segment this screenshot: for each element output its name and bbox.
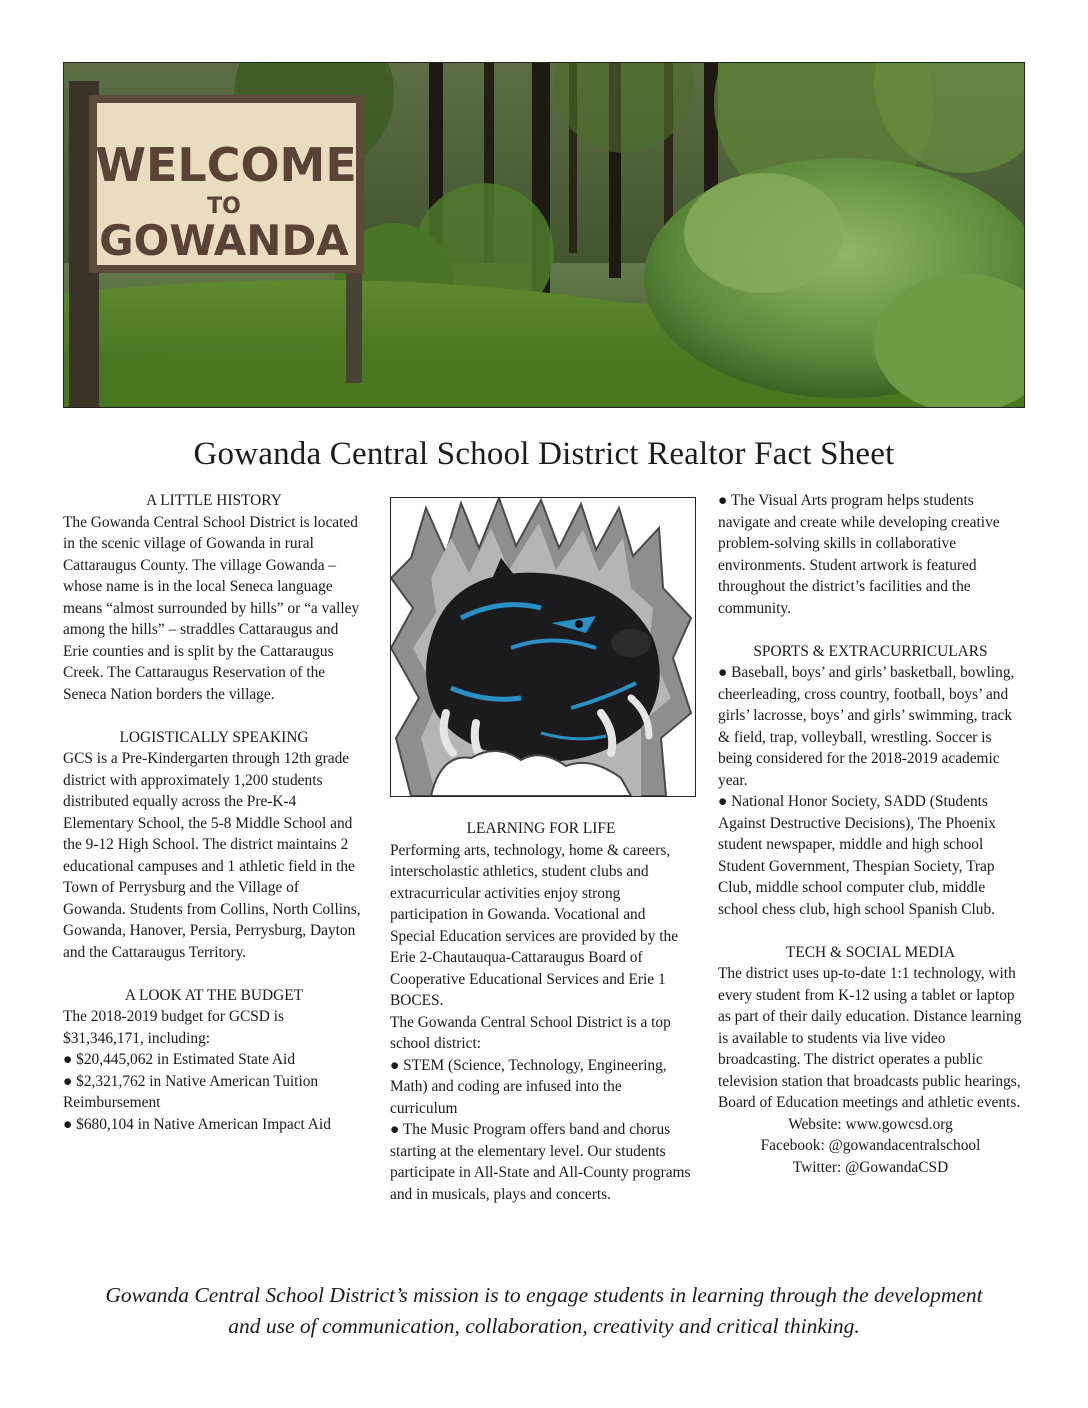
budget-item: ● $680,104 in Native American Impact Aid xyxy=(63,1115,331,1133)
budget-item: ● $2,321,762 in Native American Tuition Reimbursement xyxy=(63,1072,319,1111)
twitter-link[interactable]: Twitter: @GowandaCSD xyxy=(792,1158,949,1176)
mission-statement xyxy=(0,1280,1088,1342)
history-body: The Gowanda Central School District is located in the scenic village of Gowanda in rural Cattaraugus County. The village Gowanda – whose name is in the local Seneca language means “almost surrounded by hills” or “a valley among the hills” – straddles Cattaraugus and Erie counties and is split by the Cattaraugus Creek. The Cattaraugus Reservation of the Seneca Nation borders the village. xyxy=(63,513,360,703)
column-left xyxy=(63,490,365,1135)
history-heading: A LITTLE HISTORY xyxy=(146,492,282,509)
page-title: Gowanda Central School District Realtor Fact Sheet xyxy=(193,436,895,472)
budget-item: ● $20,445,062 in Estimated State Aid xyxy=(63,1051,296,1068)
tech-heading: TECH & SOCIAL MEDIA xyxy=(785,943,956,961)
website-link[interactable]: Website: www.gowcsd.org xyxy=(788,1115,953,1133)
facebook-link[interactable]: Facebook: @gowandacentralschool xyxy=(760,1137,981,1154)
hero-photo xyxy=(63,62,1025,408)
column-right xyxy=(718,490,1023,1178)
learning-body-2: The Gowanda Central School District is a top school district: xyxy=(390,1013,671,1052)
budget-heading: A LOOK AT THE BUDGET xyxy=(124,986,304,1004)
sign-line3: GOWANDA xyxy=(99,216,349,265)
learning-heading: LEARNING FOR LIFE xyxy=(466,820,616,837)
mission-line-1: Gowanda Central School District’s mission is to engage students in learning through the development xyxy=(105,1283,983,1307)
learning-body: Performing arts, technology, home & careers, interscholastic athletics, student clubs and extracurricular activities enjoy strong participation in Gowanda. Vocational and Special Education services are provided by the Erie 2-Chautauqua-Cattaraugus Board of Cooperative Educational Services and Erie 1 BOCES. xyxy=(390,841,679,1009)
learning-item: ● The Music Program offers band and chorus starting at the elementary level. Our students participate in All-State and All-County programs and in musicals, plays and concerts. xyxy=(390,1121,691,1203)
welcome-sign-photo xyxy=(64,63,1024,407)
sports-item: ● Baseball, boys’ and girls’ basketball, bowling, cheerleading, cross country, football, boys’ and girls’ lacrosse, boys’ and girls’ swimming, track & field, trap, volleyball, wrestling. Soccer is being considered for the 2018-2019 academic year. xyxy=(718,664,1015,789)
mission-line-2: and use of communication, collaboration, creativity and critical thinking. xyxy=(228,1314,860,1338)
logistics-body: GCS is a Pre-Kindergarten through 12th grade district with approximately 1,200 students distributed equally across the Pre-K-4 Elementary School, the 5-8 Middle School and the 9-12 High School. The district maintains 2 educational campuses and 1 athletic field in the Town of Perrysburg and the Village of Gowanda. Students from Collins, North Collins, Gowanda, Hanover, Persia, Perrysburg, Dayton and the Cattaraugus Territory. xyxy=(63,750,361,961)
sports-item: ● National Honor Society, SADD (Students Against Destructive Decisions), The Phoenix student newspaper, middle and high school Student Government, Thespian Society, Trap Club, middle school computer club, middle school chess club, high school Spanish Club. xyxy=(718,793,996,918)
sign-line2: TO xyxy=(207,194,241,219)
sports-heading: SPORTS & EXTRACURRICULARS xyxy=(753,642,988,660)
learning-item: ● STEM (Science, Technology, Engineering, Math) and coding are infused into the curriculum xyxy=(390,1056,667,1117)
tech-body: The district uses up-to-date 1:1 technology, with every student from K-12 using a tablet or laptop as part of their daily education. Distance learning is available to students via live video broadcasting. The district operates a public television station that broadcasts public hearings, Board of Education meetings and athletic events. xyxy=(718,965,1022,1111)
budget-intro: The 2018-2019 budget for GCSD is $31,346,171, including: xyxy=(63,1008,285,1047)
arts-body: ● The Visual Arts program helps students navigate and create while developing creative problem-solving skills in collaborative environments. Student artwork is featured throughout the district’s facilities and the community. xyxy=(718,492,1000,617)
panther-icon xyxy=(391,498,695,796)
column-middle xyxy=(390,818,692,1205)
panther-mascot-image xyxy=(390,497,696,797)
sign-line1: WELCOME xyxy=(95,138,357,192)
logistics-heading: LOGISTICALLY SPEAKING xyxy=(119,728,309,746)
